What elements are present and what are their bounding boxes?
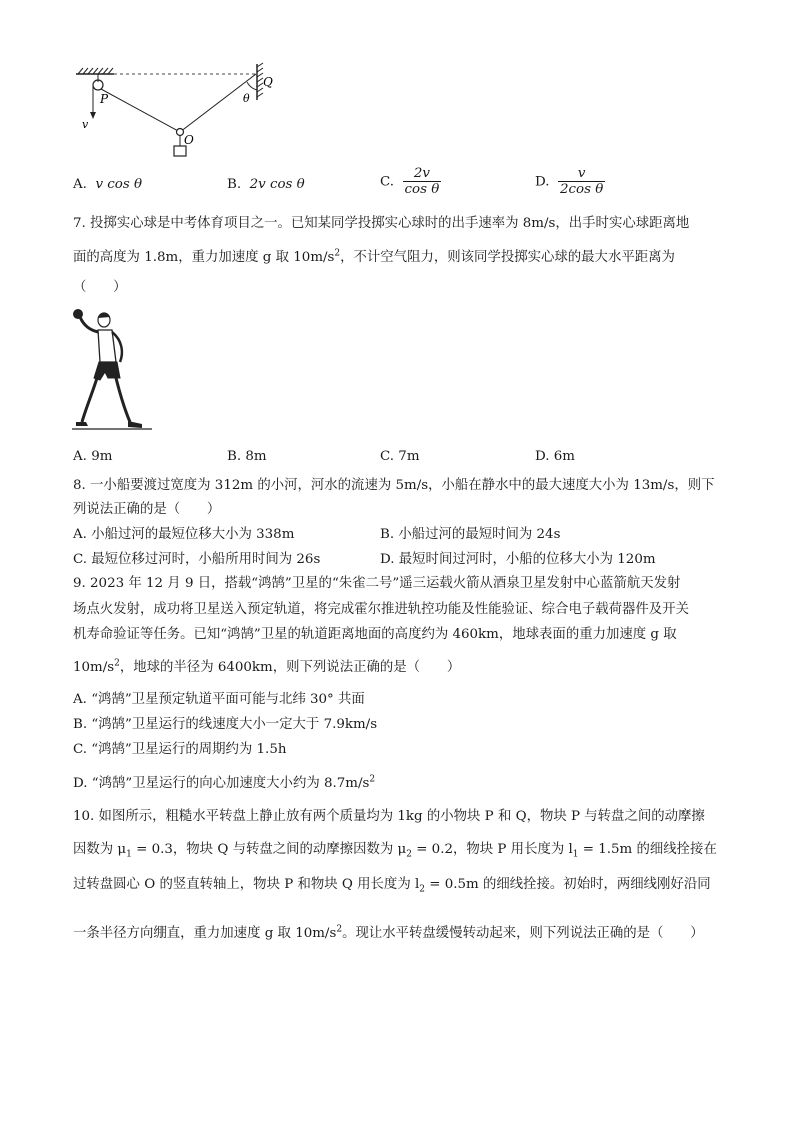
label-q: Q	[263, 75, 273, 89]
label-v: v	[82, 118, 89, 131]
fraction: $\frac{2v}{\text{cos θ}}$	[404, 166, 440, 198]
fraction: $\frac{v}{\text{2cos θ}}$	[560, 166, 604, 198]
q9-stem-line4: $10m/s^2$，地球的半径为 6400km，则下列说法正确的是（ ）	[73, 658, 461, 675]
thrower-figure	[70, 304, 160, 434]
q8-option-c[interactable]: C. 最短位移过河时，小船所用时间为 26s	[73, 552, 321, 567]
q8-option-a[interactable]: A. 小船过河的最短位移大小为 338m	[73, 527, 295, 542]
arrow-down-icon	[90, 112, 96, 119]
q7-stem-line2: 面的高度为 1.8m，重力加速度 g 取 $10m/s^2$，不计空气阻力，则该同学投掷实心球的最大水平距离为	[73, 248, 675, 265]
q6-option-c[interactable]: C. $\frac{2v}{\text{cos θ}}$	[380, 166, 440, 198]
q9-stem-line1: 9. 2023 年 12 月 9 日，搭载“鸿鹄”卫星的“朱雀二号”遥三运载火箭从酒泉卫星发射中心蓝箭航天发射	[73, 576, 681, 591]
label-theta: θ	[243, 92, 250, 105]
q8-option-b[interactable]: B. 小船过河的最短时间为 24s	[380, 527, 561, 542]
q9-option-c[interactable]: C. “鸿鹄”卫星运行的周期约为 1.5h	[73, 742, 287, 757]
q8-stem-line1: 8. 一小船要渡过宽度为 312m 的小河，河水的流速为 5m/s，小船在静水中的最大速度大小为 13m/s，则下	[73, 478, 715, 493]
label-p: P	[100, 92, 109, 106]
pulley-figure	[70, 62, 280, 162]
q6-option-a[interactable]: A. v cos θ	[73, 177, 143, 192]
label-o: O	[184, 133, 194, 147]
q6-option-b[interactable]: B. 2v cos θ	[227, 177, 305, 192]
q10-stem-line2: 因数为 $\mu_1 = 0.3$，物块 Q 与转盘之间的动摩擦因数为 $\mu_2 = 0.2$，物块 P 用长度为 $l_1 = 1.5m$ 的细线拴接在	[73, 842, 717, 860]
q7-option-c[interactable]: C. 7m	[380, 449, 420, 464]
q7-option-d[interactable]: D. 6m	[535, 449, 575, 464]
q7-option-b[interactable]: B. 8m	[227, 449, 267, 464]
q8-option-d[interactable]: D. 最短时间过河时，小船的位移大小为 120m	[380, 552, 656, 567]
q10-stem-line4: 一条半径方向绷直，重力加速度 g 取 $10m/s^2$。现让水平转盘缓慢转动起来，则下列说法正确的是（ ）	[73, 924, 704, 941]
q7-answer-blank: （ ）	[73, 280, 127, 295]
q10-stem-line1: 10. 如图所示，粗糙水平转盘上静止放有两个质量均为 1kg 的小物块 P 和 Q，物块 P 与转盘之间的动摩擦	[73, 809, 705, 824]
q10-stem-line3: 过转盘圆心 O 的竖直转轴上，物块 P 和物块 Q 用长度为 $l_2 = 0.5m$ 的细线拴接。初始时，两细线刚好沿同	[73, 877, 711, 895]
q7-option-a[interactable]: A. 9m	[73, 449, 113, 464]
q9-stem-line3: 机寿命验证等任务。已知“鸿鹄”卫星的轨道距离地面的高度约为 460km，地球表面的重力加速度 g 取	[73, 627, 677, 642]
q9-option-b[interactable]: B. “鸿鹄”卫星运行的线速度大小一定大于 7.9km/s	[73, 717, 378, 732]
q7-stem-line1: 7. 投掷实心球是中考体育项目之一。已知某同学投掷实心球时的出手速率为 8m/s，出手时实心球距离地	[73, 216, 690, 231]
q9-option-a[interactable]: A. “鸿鹄”卫星预定轨道平面可能与北纬 30° 共面	[73, 692, 365, 707]
q9-stem-line2: 场点火发射，成功将卫星送入预定轨道，将完成霍尔推进轨控功能及性能验证、综合电子载荷器件及开关	[73, 602, 689, 617]
q8-stem-line2: 列说法正确的是（ ）	[73, 502, 221, 517]
q9-option-d[interactable]: D. “鸿鹄”卫星运行的向心加速度大小约为 $8.7m/s^2$	[73, 774, 376, 791]
block	[174, 146, 186, 156]
q6-option-d[interactable]: D. $\frac{v}{\text{2cos θ}}$	[535, 166, 604, 198]
